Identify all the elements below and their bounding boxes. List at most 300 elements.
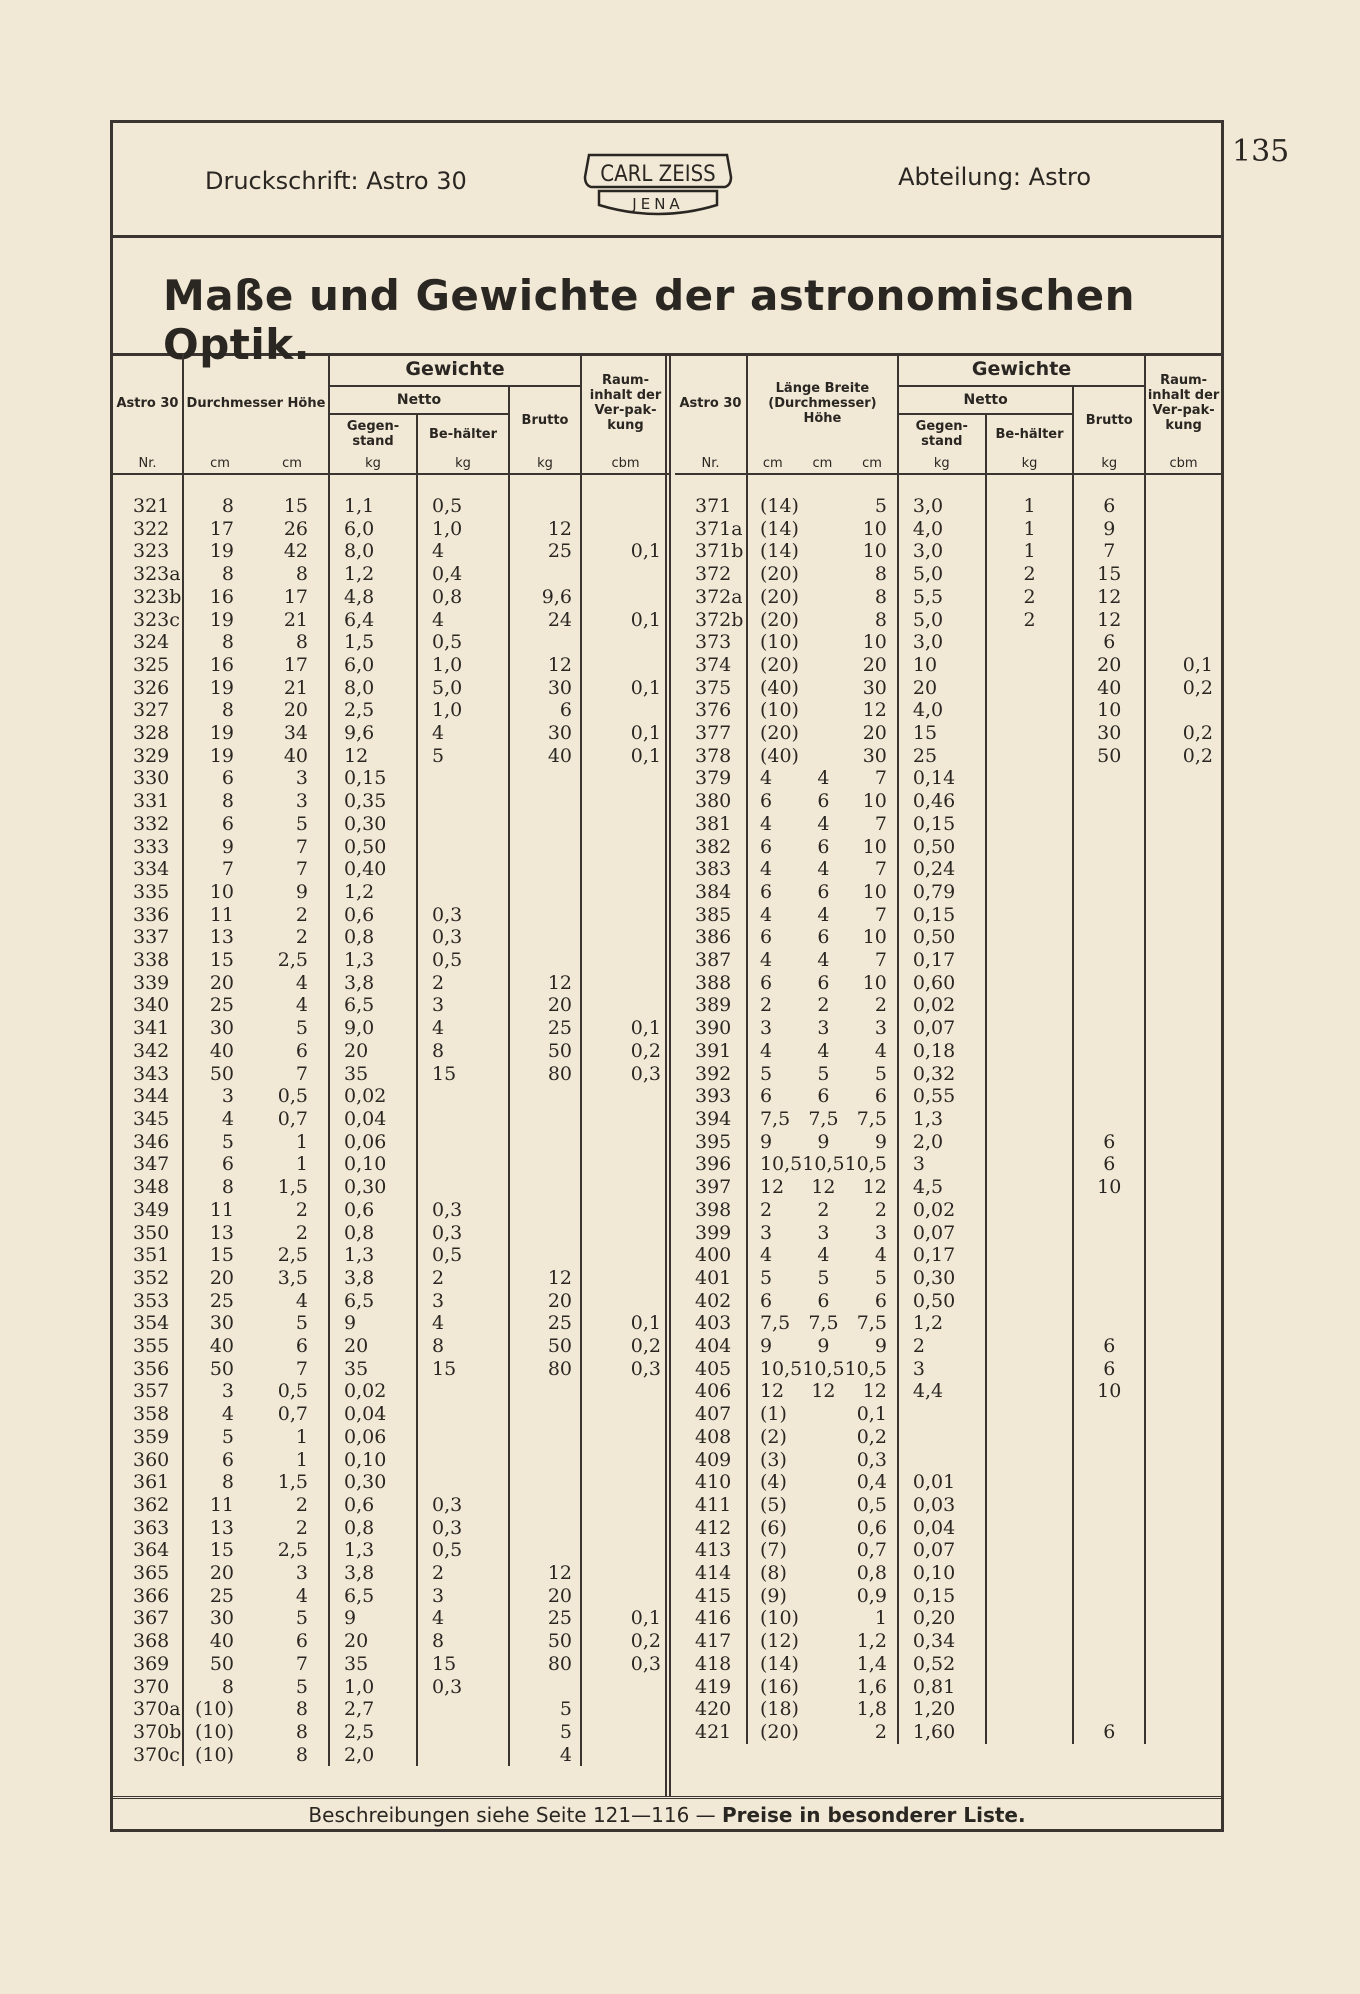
cell-behaelter: 0,3 bbox=[417, 1494, 509, 1517]
cell-height: 8 bbox=[295, 631, 308, 654]
cell-width bbox=[802, 1653, 844, 1676]
cell-gegenstand: 0,32 bbox=[898, 1063, 986, 1086]
table-row bbox=[113, 1312, 669, 1335]
cell-size bbox=[183, 631, 329, 654]
cell-nr: 357 bbox=[133, 1380, 170, 1403]
cell-diameter: 30 bbox=[209, 1312, 234, 1335]
cell-height: 10 bbox=[862, 540, 887, 563]
table-row bbox=[675, 1358, 1221, 1381]
cell-raum: 0,1 bbox=[581, 677, 669, 700]
table-row bbox=[113, 904, 669, 927]
cell-behaelter bbox=[986, 1222, 1074, 1245]
cell-length: 9 bbox=[759, 1335, 773, 1358]
cell-gegenstand: 0,04 bbox=[329, 1403, 417, 1426]
col-header-gegenstand: Gegen-stand bbox=[329, 414, 417, 453]
cell-diameter: 16 bbox=[209, 653, 234, 676]
cell-nr: 415 bbox=[695, 1584, 732, 1607]
col-header-behaelter: Be-hälter bbox=[986, 414, 1074, 453]
cell-raum bbox=[1145, 1517, 1221, 1540]
cell-brutto bbox=[509, 1676, 581, 1699]
cell-size bbox=[747, 1040, 898, 1063]
table-row bbox=[113, 609, 669, 632]
cell-behaelter: 4 bbox=[417, 722, 509, 745]
cell-size bbox=[183, 1131, 329, 1154]
table-row bbox=[113, 1744, 669, 1767]
cell-diameter: 17 bbox=[209, 517, 234, 540]
cell-gegenstand: 0,8 bbox=[329, 926, 417, 949]
cell-behaelter bbox=[417, 1698, 509, 1721]
cell-width bbox=[802, 1403, 844, 1426]
cell-raum bbox=[581, 1153, 669, 1176]
cell-size bbox=[747, 1607, 898, 1630]
cell-behaelter bbox=[986, 1267, 1074, 1290]
publication-label: Druckschrift: Astro 30 bbox=[205, 167, 467, 195]
cell-height: 10 bbox=[862, 517, 887, 540]
table-row bbox=[113, 631, 669, 654]
cell-height: 5 bbox=[874, 495, 887, 517]
cell-height: 0,1 bbox=[856, 1403, 887, 1426]
cell-nr: 385 bbox=[695, 903, 732, 926]
cell-behaelter: 0,3 bbox=[417, 1676, 509, 1699]
cell-behaelter: 15 bbox=[417, 1653, 509, 1676]
cell-diameter: (10) bbox=[194, 1720, 234, 1743]
cell-length: (20) bbox=[759, 563, 799, 586]
cell-behaelter bbox=[417, 836, 509, 859]
cell-gegenstand: 3,8 bbox=[329, 1267, 417, 1290]
cell-nr: 323c bbox=[133, 608, 180, 631]
cell-size bbox=[747, 631, 898, 654]
table-row bbox=[675, 563, 1221, 586]
cell-behaelter bbox=[417, 1721, 509, 1744]
cell-size bbox=[183, 1267, 329, 1290]
cell-gegenstand: 0,8 bbox=[329, 1517, 417, 1540]
table-row bbox=[675, 1244, 1221, 1267]
cell-raum bbox=[581, 1199, 669, 1222]
cell-brutto bbox=[509, 1517, 581, 1540]
cell-gegenstand: 0,81 bbox=[898, 1676, 986, 1699]
cell-length: 6 bbox=[759, 880, 773, 903]
cell-raum bbox=[581, 1698, 669, 1721]
cell-gegenstand: 3,8 bbox=[329, 1562, 417, 1585]
cell-behaelter bbox=[986, 1539, 1074, 1562]
cell-size bbox=[747, 540, 898, 563]
cell-brutto bbox=[1073, 972, 1145, 995]
cell-size bbox=[747, 1063, 898, 1086]
col-header-astro: Astro 30 bbox=[679, 395, 742, 411]
cell-behaelter bbox=[986, 1335, 1074, 1358]
unit-nr: Nr. bbox=[675, 453, 747, 474]
cell-size bbox=[747, 722, 898, 745]
cell-width: 6 bbox=[817, 880, 830, 903]
cell-diameter: 6 bbox=[221, 812, 234, 835]
department-label: Abteilung: Astro bbox=[898, 163, 1091, 191]
cell-nr: 342 bbox=[133, 1039, 170, 1062]
cell-gegenstand: 0,6 bbox=[329, 904, 417, 927]
cell-brutto: 20 bbox=[509, 1290, 581, 1313]
cell-length: 10,5 bbox=[759, 1153, 803, 1176]
table-row bbox=[675, 836, 1221, 859]
cell-size bbox=[183, 1017, 329, 1040]
cell-diameter: 15 bbox=[209, 1244, 234, 1267]
cell-nr: 400 bbox=[695, 1244, 732, 1267]
cell-diameter: (10) bbox=[194, 1743, 234, 1766]
cell-brutto bbox=[1073, 1676, 1145, 1699]
cell-height: 7,5 bbox=[856, 1107, 887, 1130]
cell-gegenstand: 20 bbox=[329, 1630, 417, 1653]
table-row bbox=[113, 1335, 669, 1358]
cell-nr: 399 bbox=[695, 1221, 732, 1244]
cell-gegenstand: 0,06 bbox=[329, 1131, 417, 1154]
cell-behaelter bbox=[986, 1131, 1074, 1154]
cell-behaelter bbox=[986, 926, 1074, 949]
cell-brutto: 40 bbox=[1073, 677, 1145, 700]
cell-height: 15 bbox=[283, 495, 308, 517]
footer-row bbox=[113, 1796, 1221, 1832]
cell-behaelter: 0,3 bbox=[417, 904, 509, 927]
cell-size bbox=[183, 654, 329, 677]
cell-length: 12 bbox=[759, 1380, 785, 1403]
table-row bbox=[675, 677, 1221, 700]
cell-height: 0,7 bbox=[277, 1403, 308, 1426]
cell-raum bbox=[581, 1131, 669, 1154]
cell-size bbox=[183, 1494, 329, 1517]
cell-gegenstand: 4,4 bbox=[898, 1380, 986, 1403]
cell-diameter: 8 bbox=[221, 1176, 234, 1199]
cell-brutto bbox=[509, 1449, 581, 1472]
cell-raum bbox=[1145, 1108, 1221, 1131]
cell-raum bbox=[1145, 609, 1221, 632]
cell-brutto: 50 bbox=[509, 1630, 581, 1653]
left-table-half bbox=[113, 353, 669, 1796]
cell-size bbox=[183, 1358, 329, 1381]
cell-height: 2 bbox=[874, 994, 887, 1017]
unit-cbm: cbm bbox=[581, 453, 669, 474]
cell-diameter: 19 bbox=[209, 676, 234, 699]
cell-raum bbox=[581, 1676, 669, 1699]
cell-gegenstand: 6,5 bbox=[329, 994, 417, 1017]
cell-gegenstand: 4,5 bbox=[898, 1176, 986, 1199]
cell-gegenstand: 9 bbox=[329, 1312, 417, 1335]
cell-width bbox=[802, 1607, 844, 1630]
table-row bbox=[675, 1040, 1221, 1063]
cell-behaelter bbox=[417, 1176, 509, 1199]
cell-gegenstand: 0,15 bbox=[898, 813, 986, 836]
cell-diameter: 25 bbox=[209, 1289, 234, 1312]
cell-raum bbox=[1145, 1335, 1221, 1358]
cell-nr: 366 bbox=[133, 1584, 170, 1607]
cell-brutto bbox=[1073, 1290, 1145, 1313]
cell-height: 3 bbox=[295, 790, 308, 813]
cell-width: 5 bbox=[817, 1266, 830, 1289]
cell-brutto bbox=[1073, 1494, 1145, 1517]
table-row bbox=[675, 1108, 1221, 1131]
cell-behaelter bbox=[986, 881, 1074, 904]
cell-height: 2,5 bbox=[277, 1539, 308, 1562]
cell-size bbox=[747, 1539, 898, 1562]
cell-size bbox=[747, 1358, 898, 1381]
cell-behaelter bbox=[986, 722, 1074, 745]
cell-diameter: 6 bbox=[221, 767, 234, 790]
cell-height: 0,4 bbox=[856, 1471, 887, 1494]
cell-nr: 407 bbox=[695, 1403, 732, 1426]
cell-brutto: 80 bbox=[509, 1063, 581, 1086]
cell-brutto bbox=[1073, 1063, 1145, 1086]
left-data-table bbox=[113, 353, 669, 1766]
cell-behaelter bbox=[986, 1630, 1074, 1653]
cell-gegenstand: 0,07 bbox=[898, 1222, 986, 1245]
table-row bbox=[675, 904, 1221, 927]
cell-nr: 372a bbox=[695, 585, 743, 608]
cell-behaelter bbox=[986, 813, 1074, 836]
cell-width: 7,5 bbox=[808, 1312, 839, 1335]
cell-height: 7 bbox=[874, 767, 887, 790]
cell-nr: 370b bbox=[133, 1720, 182, 1743]
cell-nr: 353 bbox=[133, 1289, 170, 1312]
cell-length: (3) bbox=[759, 1448, 787, 1471]
cell-size bbox=[183, 1449, 329, 1472]
cell-gegenstand: 0,50 bbox=[898, 836, 986, 859]
cell-size bbox=[747, 881, 898, 904]
cell-gegenstand: 1,20 bbox=[898, 1698, 986, 1721]
cell-height: 1 bbox=[295, 1425, 308, 1448]
cell-behaelter bbox=[986, 1063, 1074, 1086]
cell-gegenstand: 3,8 bbox=[329, 972, 417, 995]
table-row bbox=[113, 1176, 669, 1199]
cell-brutto bbox=[1073, 904, 1145, 927]
cell-size bbox=[183, 1403, 329, 1426]
cell-gegenstand: 0,6 bbox=[329, 1199, 417, 1222]
col-header-gegenstand: Gegen-stand bbox=[898, 414, 986, 453]
cell-width bbox=[802, 1721, 844, 1744]
table-row bbox=[113, 1358, 669, 1381]
cell-size bbox=[747, 813, 898, 836]
cell-size bbox=[183, 813, 329, 836]
table-row bbox=[113, 1017, 669, 1040]
cell-diameter: 11 bbox=[209, 1198, 234, 1221]
cell-height: 3 bbox=[295, 1562, 308, 1585]
cell-nr: 402 bbox=[695, 1289, 732, 1312]
cell-width: 4 bbox=[817, 949, 830, 972]
cell-behaelter bbox=[986, 654, 1074, 677]
cell-brutto: 30 bbox=[509, 677, 581, 700]
col-header-brutto: Brutto bbox=[509, 386, 581, 453]
cell-size bbox=[183, 836, 329, 859]
cell-brutto: 12 bbox=[509, 1267, 581, 1290]
cell-nr: 413 bbox=[695, 1539, 732, 1562]
cell-brutto: 50 bbox=[509, 1040, 581, 1063]
cell-raum bbox=[581, 972, 669, 995]
cell-behaelter bbox=[417, 1108, 509, 1131]
cell-height: 10 bbox=[862, 835, 887, 858]
cell-nr: 371 bbox=[695, 495, 732, 517]
cell-brutto: 6 bbox=[1073, 1721, 1145, 1744]
table-row bbox=[113, 1153, 669, 1176]
cell-brutto: 9,6 bbox=[509, 586, 581, 609]
cell-diameter: 6 bbox=[221, 1153, 234, 1176]
cell-behaelter: 2 bbox=[986, 563, 1074, 586]
cell-nr: 376 bbox=[695, 699, 732, 722]
cell-nr: 390 bbox=[695, 1017, 732, 1040]
cell-raum: 0,1 bbox=[581, 1607, 669, 1630]
footer-bold-text: Preise in besonderer Liste. bbox=[722, 1803, 1026, 1827]
table-row bbox=[675, 1449, 1221, 1472]
cell-size bbox=[747, 994, 898, 1017]
cell-size bbox=[183, 1630, 329, 1653]
cell-width: 2 bbox=[817, 1198, 830, 1221]
table-row bbox=[675, 994, 1221, 1017]
cell-size bbox=[747, 1585, 898, 1608]
cell-gegenstand: 0,01 bbox=[898, 1471, 986, 1494]
cell-behaelter: 0,3 bbox=[417, 926, 509, 949]
cell-nr: 324 bbox=[133, 631, 170, 654]
cell-length: (10) bbox=[759, 699, 799, 722]
cell-gegenstand: 1,2 bbox=[329, 563, 417, 586]
table-row bbox=[675, 949, 1221, 972]
cell-raum bbox=[1145, 858, 1221, 881]
cell-gegenstand: 9,6 bbox=[329, 722, 417, 745]
cell-behaelter bbox=[417, 813, 509, 836]
cell-height: 10 bbox=[862, 631, 887, 654]
cell-gegenstand: 12 bbox=[329, 745, 417, 768]
cell-length: (14) bbox=[759, 1652, 799, 1675]
table-row bbox=[675, 1676, 1221, 1699]
col-header-netto: Netto bbox=[329, 386, 509, 414]
cell-raum bbox=[1145, 904, 1221, 927]
cell-nr: 336 bbox=[133, 903, 170, 926]
cell-size bbox=[747, 699, 898, 722]
cell-height: 0,5 bbox=[277, 1380, 308, 1403]
cell-gegenstand: 6,0 bbox=[329, 654, 417, 677]
cell-gegenstand: 0,04 bbox=[329, 1108, 417, 1131]
cell-nr: 323 bbox=[133, 540, 170, 563]
cell-nr: 420 bbox=[695, 1698, 732, 1721]
cell-diameter: 19 bbox=[209, 608, 234, 631]
cell-height: 10,5 bbox=[844, 1357, 887, 1380]
table-row bbox=[113, 1562, 669, 1585]
cell-gegenstand: 2,5 bbox=[329, 1721, 417, 1744]
table-row bbox=[675, 1380, 1221, 1403]
cell-height: 4 bbox=[874, 1039, 887, 1062]
cell-gegenstand: 1,0 bbox=[329, 1676, 417, 1699]
cell-brutto bbox=[1073, 1222, 1145, 1245]
cell-diameter: 30 bbox=[209, 1017, 234, 1040]
cell-gegenstand: 0,15 bbox=[898, 904, 986, 927]
cell-raum: 0,1 bbox=[581, 1312, 669, 1335]
cell-nr: 338 bbox=[133, 949, 170, 972]
cell-gegenstand: 0,24 bbox=[898, 858, 986, 881]
cell-behaelter: 4 bbox=[417, 1017, 509, 1040]
cell-height: 7 bbox=[295, 835, 308, 858]
cell-height: 21 bbox=[283, 676, 308, 699]
cell-behaelter bbox=[986, 1153, 1074, 1176]
cell-nr: 401 bbox=[695, 1266, 732, 1289]
cell-brutto bbox=[1073, 1426, 1145, 1449]
cell-height: 8 bbox=[874, 563, 887, 586]
cell-nr: 383 bbox=[695, 858, 732, 881]
cell-behaelter bbox=[986, 1199, 1074, 1222]
cell-diameter: 19 bbox=[209, 744, 234, 767]
cell-behaelter bbox=[986, 972, 1074, 995]
cell-nr: 355 bbox=[133, 1335, 170, 1358]
cell-brutto bbox=[1073, 1403, 1145, 1426]
cell-nr: 379 bbox=[695, 767, 732, 790]
cell-raum bbox=[1145, 1426, 1221, 1449]
cell-nr: 358 bbox=[133, 1403, 170, 1426]
cell-gegenstand: 0,40 bbox=[329, 858, 417, 881]
cell-height: 12 bbox=[862, 1380, 887, 1403]
cell-nr: 410 bbox=[695, 1471, 732, 1494]
cell-behaelter bbox=[986, 1676, 1074, 1699]
table-divider bbox=[665, 353, 671, 1796]
cell-raum bbox=[1145, 1176, 1221, 1199]
cell-height: 0,8 bbox=[856, 1562, 887, 1585]
spacer-row bbox=[113, 474, 669, 495]
cell-behaelter: 1,0 bbox=[417, 654, 509, 677]
cell-size bbox=[747, 1630, 898, 1653]
cell-brutto bbox=[509, 1199, 581, 1222]
cell-size bbox=[183, 1063, 329, 1086]
unit-kg: kg bbox=[329, 453, 417, 474]
cell-brutto bbox=[1073, 1607, 1145, 1630]
cell-height: 7 bbox=[874, 858, 887, 881]
cell-width bbox=[802, 518, 844, 541]
table-row bbox=[675, 881, 1221, 904]
cell-brutto bbox=[1073, 1244, 1145, 1267]
cell-nr: 382 bbox=[695, 835, 732, 858]
cell-size bbox=[183, 722, 329, 745]
table-row bbox=[113, 1108, 669, 1131]
cell-brutto bbox=[1073, 1199, 1145, 1222]
cell-brutto: 12 bbox=[1073, 609, 1145, 632]
cell-gegenstand: 2,0 bbox=[898, 1131, 986, 1154]
cell-size bbox=[747, 1222, 898, 1245]
cell-raum bbox=[581, 1426, 669, 1449]
cell-width bbox=[802, 563, 844, 586]
cell-length: (7) bbox=[759, 1539, 787, 1562]
cell-diameter: 40 bbox=[209, 1039, 234, 1062]
cell-height: 6 bbox=[295, 1039, 308, 1062]
cell-height: 3 bbox=[295, 767, 308, 790]
table-row bbox=[113, 813, 669, 836]
cell-raum bbox=[1145, 540, 1221, 563]
cell-raum bbox=[1145, 1471, 1221, 1494]
cell-height: 1,8 bbox=[856, 1698, 887, 1721]
cell-behaelter: 0,5 bbox=[417, 495, 509, 518]
cell-height: 2 bbox=[295, 1198, 308, 1221]
cell-raum bbox=[581, 1267, 669, 1290]
cell-height: 2,5 bbox=[277, 949, 308, 972]
cell-length: 2 bbox=[759, 1198, 773, 1221]
cell-width bbox=[802, 1676, 844, 1699]
cell-size bbox=[183, 1517, 329, 1540]
table-row bbox=[675, 767, 1221, 790]
cell-behaelter bbox=[417, 1471, 509, 1494]
cell-nr: 365 bbox=[133, 1562, 170, 1585]
cell-width bbox=[802, 1517, 844, 1540]
cell-brutto bbox=[1073, 1267, 1145, 1290]
cell-width bbox=[802, 1562, 844, 1585]
cell-size bbox=[183, 609, 329, 632]
cell-size bbox=[183, 540, 329, 563]
cell-behaelter: 5,0 bbox=[417, 677, 509, 700]
cell-gegenstand: 0,07 bbox=[898, 1017, 986, 1040]
cell-gegenstand: 20 bbox=[329, 1335, 417, 1358]
table-row bbox=[675, 540, 1221, 563]
cell-brutto bbox=[1073, 813, 1145, 836]
cell-behaelter bbox=[986, 745, 1074, 768]
cell-raum: 0,2 bbox=[581, 1040, 669, 1063]
cell-nr: 411 bbox=[695, 1493, 732, 1516]
